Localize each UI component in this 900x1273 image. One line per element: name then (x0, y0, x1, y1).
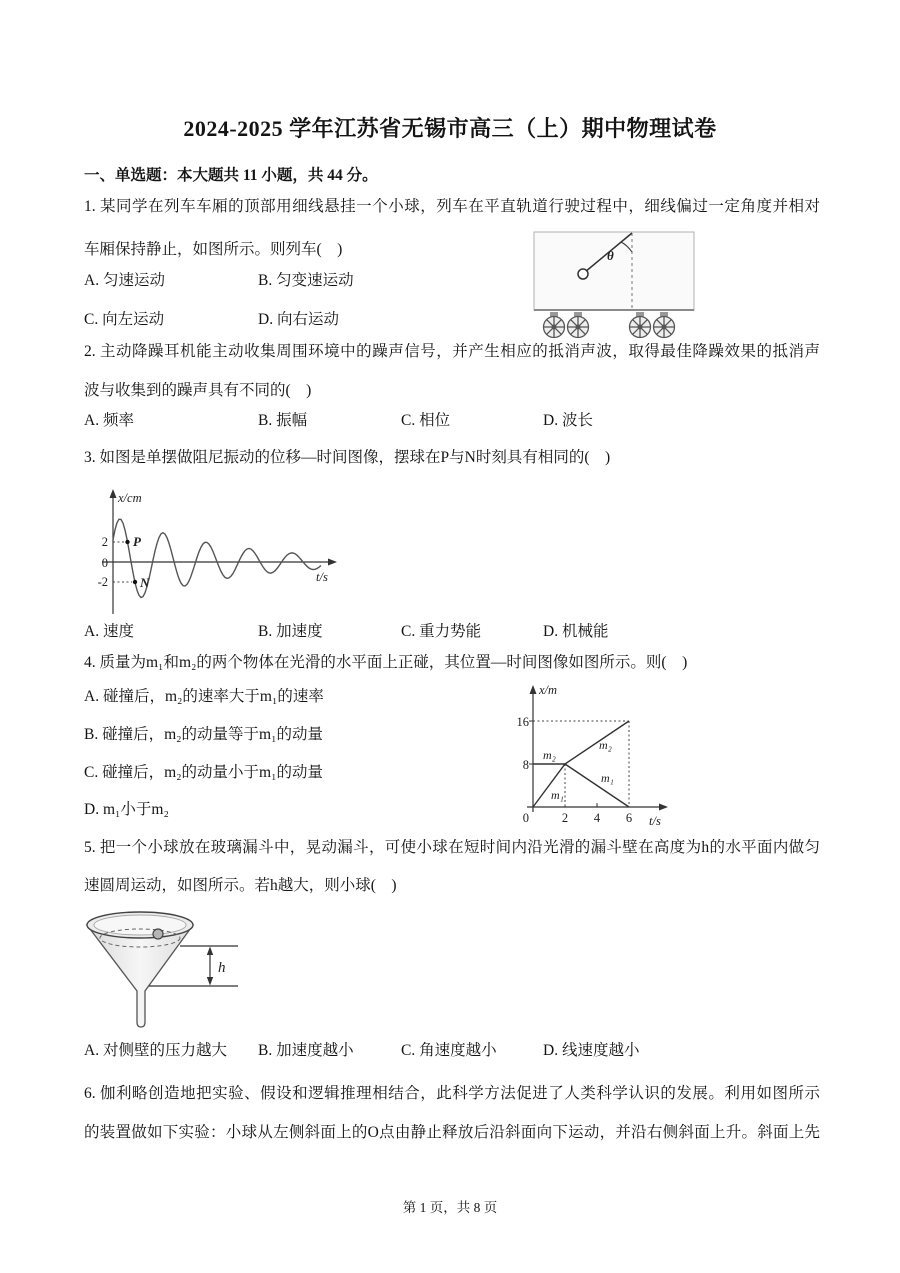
q1-option-c: C. 向左运动 (84, 311, 165, 328)
y-axis-label: x/cm (118, 491, 142, 505)
q5-options (84, 1040, 820, 1062)
q2-text-line1: 2. 主动降躁耳机能主动收集周围环境中的躁声信号，并产生相应的抵消声波，取得最佳降躁效果的抵消声 (84, 343, 820, 360)
q2-option-c: C. 相位 (401, 412, 451, 429)
label-N: N (140, 575, 150, 590)
y-axis-arrow (110, 489, 117, 498)
q5-option-d: D. 线速度越小 (543, 1042, 640, 1059)
q2-option-d: D. 波长 (543, 412, 593, 429)
q2-options (84, 410, 820, 432)
q6-text-line1: 6. 伽利略创造地把实验、假设和逻辑推理相结合，此科学方法促进了人类科学认识的发展。利用如图所示 (84, 1085, 820, 1102)
height-label: h (218, 960, 226, 976)
m2-label-left: m₂ (543, 748, 556, 762)
page-title: 2024-2025 学年江苏省无锡市高三（上）期中物理试卷 (183, 116, 717, 141)
train-wheels (544, 312, 675, 338)
wheel-3 (630, 317, 651, 338)
page-footer: 第 1 页，共 8 页 (402, 1200, 498, 1215)
x-axis-arrow (659, 804, 668, 811)
q5-option-c: C. 角速度越小 (401, 1042, 497, 1059)
point-P (125, 540, 129, 544)
q1-option-d: D. 向右运动 (258, 311, 339, 328)
ytick-0: 0 (101, 556, 108, 570)
label-P: P (133, 534, 141, 549)
q3-option-b: B. 加速度 (258, 623, 323, 640)
height-arrow-up (207, 947, 213, 956)
q4-text-line1: 4. 质量为m₁和m₂的两个物体在光滑的水平面上正碰，其位置—时间图像如图所示。则( ) (84, 654, 688, 671)
x-axis-arrow (328, 559, 337, 566)
q1-figure-train-car (528, 226, 703, 348)
q5-option-b: B. 加速度越小 (258, 1042, 354, 1059)
wheel-4 (654, 317, 675, 338)
xtick-4: 4 (593, 811, 601, 825)
q5-text-line2: 速圆周运动，如图所示。若h越大，则小球( ) (84, 877, 397, 894)
q3-options (84, 621, 820, 643)
q2-option-b: B. 振幅 (258, 412, 308, 429)
q2-text-line2: 波与收集到的躁声具有不同的( ) (84, 382, 312, 399)
ytick-8: 8 (522, 758, 529, 772)
x-axis-label: t/s (649, 814, 661, 828)
q4-option-b: B. 碰撞后，m₂的动量等于m₁的动量 (84, 726, 324, 743)
theta-label: θ (607, 248, 614, 263)
origin-label: 0 (522, 811, 529, 825)
pendulum-ball (578, 269, 588, 279)
m1-label-right: m₁ (601, 771, 614, 785)
q1-option-b: B. 匀变速运动 (258, 272, 354, 289)
q3-figure-damped-oscillation (88, 482, 348, 622)
m1-line (533, 764, 629, 807)
xtick-2: 2 (561, 811, 569, 825)
q4-option-c: C. 碰撞后，m₂的动量小于m₁的动量 (84, 764, 324, 781)
q1-text-line1: 1. 某同学在列车车厢的顶部用细线悬挂一个小球，列车在平直轨道行驶过程中，细线偏过一定角度并相对 (84, 198, 820, 215)
wheel-1 (544, 317, 565, 338)
section-header: 一、单选题：本大题共 11 小题，共 44 分。 (84, 167, 378, 184)
q5-option-a: A. 对侧壁的压力越大 (84, 1042, 227, 1059)
y-axis-label: x/m (539, 683, 558, 697)
m2-label-right: m₂ (599, 738, 612, 752)
q3-option-a: A. 速度 (84, 623, 134, 640)
q5-figure-funnel (80, 900, 310, 1030)
q3-option-d: D. 机械能 (543, 623, 609, 640)
wheel-2 (568, 317, 589, 338)
q1-options-row1 (84, 270, 514, 292)
q3-text-line1: 3. 如图是单摆做阻尼振动的位移—时间图像，摆球在P与N时刻具有相同的( ) (84, 449, 611, 466)
q1-options-row2 (84, 309, 514, 331)
point-N (133, 580, 137, 584)
q5-text-line1: 5. 把一个小球放在玻璃漏斗中，晃动漏斗，可使小球在短时间内沿光滑的漏斗壁在高度为h的水平面内做匀 (84, 839, 820, 856)
q4-option-a: A. 碰撞后，m₂的速率大于m₁的速率 (84, 688, 324, 705)
q1-option-a: A. 匀速运动 (84, 272, 165, 289)
q4-figure-position-time-graph (503, 672, 703, 842)
q2-option-a: A. 频率 (84, 412, 134, 429)
ball (153, 929, 163, 939)
ytick-2: 2 (101, 535, 108, 549)
ytick-neg2: -2 (97, 575, 108, 589)
q4-option-d: D. m₁小于m₂ (84, 801, 169, 818)
x-axis-label: t/s (316, 570, 328, 584)
train-body (534, 232, 694, 310)
ytick-16: 16 (516, 715, 529, 729)
xtick-6: 6 (625, 811, 633, 825)
m1-label-left: m₁ (551, 788, 564, 802)
height-arrow-down (207, 977, 213, 986)
y-axis-arrow (530, 685, 537, 694)
q6-text-line2: 的装置做如下实验：小球从左侧斜面上的O点由静止释放后沿斜面向下运动，并沿右侧斜面上升。斜面上先 (84, 1124, 820, 1141)
q1-text-line2: 车厢保持静止，如图所示。则列车( ) (84, 241, 343, 258)
funnel-cone (87, 925, 193, 1027)
q3-option-c: C. 重力势能 (401, 623, 482, 640)
funnel-rim-inner (94, 915, 186, 935)
